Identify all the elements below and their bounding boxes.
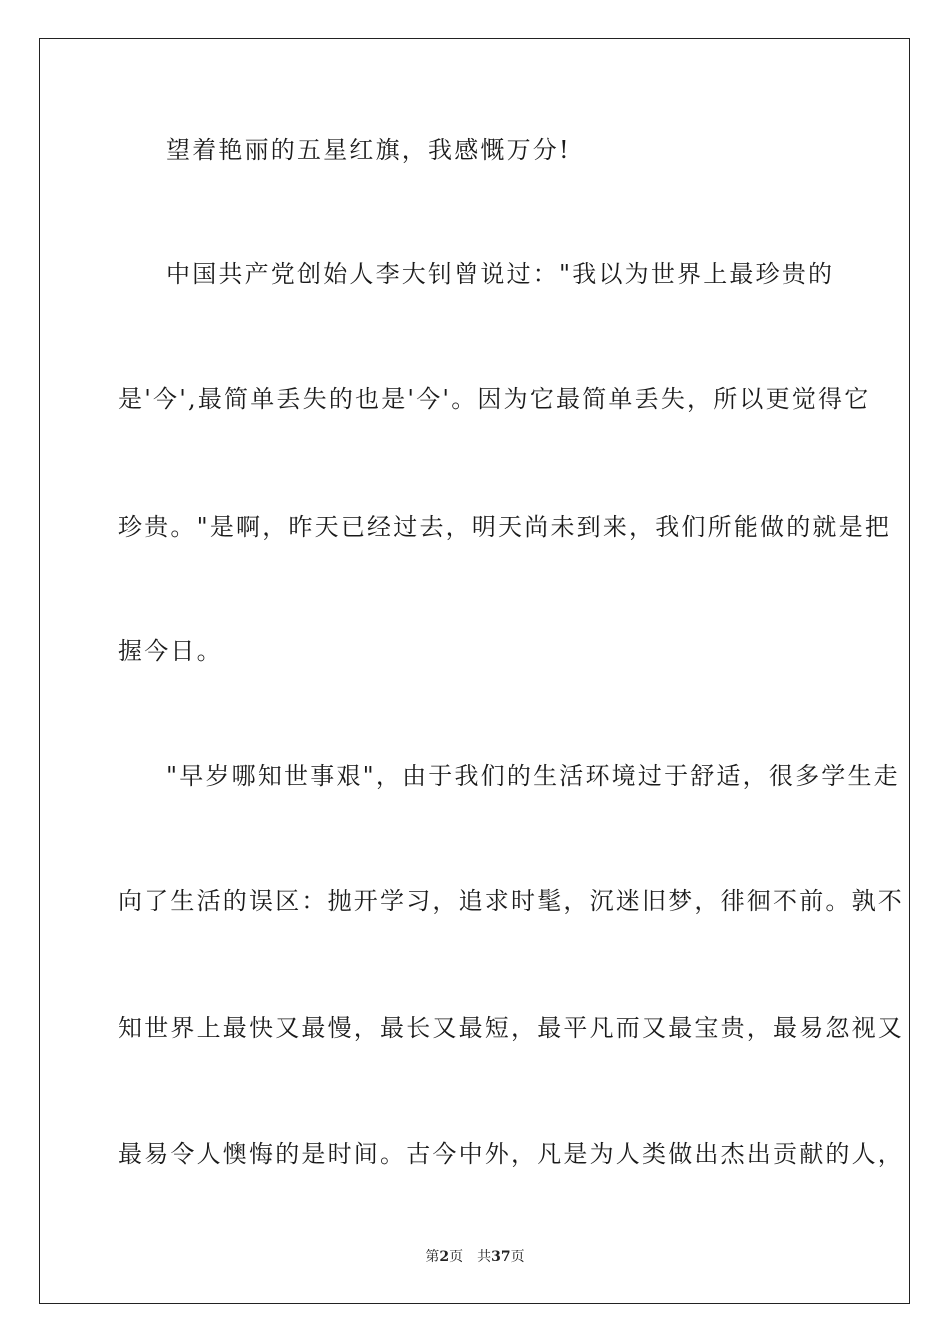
paragraph-line: 中国共产党创始人李大钊曾说过："我以为世界上最珍贵的: [166, 260, 835, 288]
page-total-suffix: 页: [510, 1249, 525, 1265]
page-total-prefix: 共: [477, 1249, 492, 1265]
page-number-current: 2: [439, 1249, 450, 1265]
page-number-prefix: 第: [425, 1249, 440, 1265]
paragraph-line: 珍贵。"是啊，昨天已经过去，明天尚未到来，我们所能做的就是把: [118, 513, 892, 541]
paragraph-line: 向了生活的误区：抛开学习，追求时髦，沉迷旧梦，徘徊不前。孰不: [118, 887, 904, 915]
page-number-suffix: 页: [449, 1249, 464, 1265]
page-total-count: 37: [491, 1249, 511, 1265]
page-footer: [0, 1248, 950, 1266]
paragraph-line: 知世界上最快又最慢，最长又最短，最平凡而又最宝贵，最易忽视又: [118, 1014, 904, 1042]
paragraph-line: 是'今',最简单丢失的也是'今'。因为它最简单丢失，所以更觉得它: [118, 385, 871, 413]
paragraph-line: 望着艳丽的五星红旗，我感慨万分!: [166, 136, 571, 164]
paragraph-line: 最易令人懊悔的是时间。古今中外，凡是为人类做出杰出贡献的人，: [118, 1140, 904, 1168]
page-border: [39, 38, 910, 1304]
paragraph-line: 握今日。: [118, 637, 223, 665]
paragraph-line: "早岁哪知世事艰"，由于我们的生活环境过于舒适，很多学生走: [166, 762, 900, 790]
